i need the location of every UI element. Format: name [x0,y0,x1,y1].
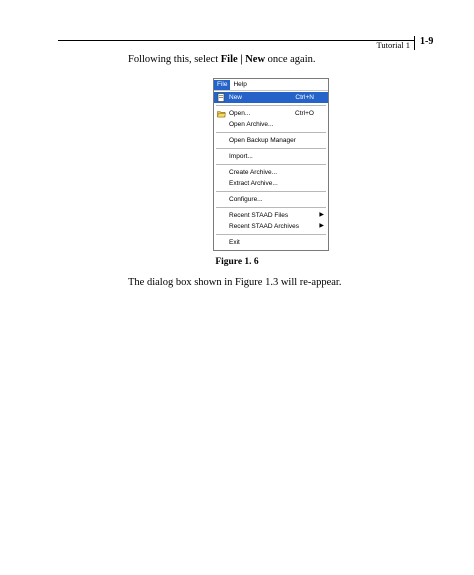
menu-item-label: Open Backup Manager [229,137,296,144]
menu-item-create-archive[interactable] [214,167,328,178]
menu-help[interactable]: Help [233,80,247,88]
menu-item-open[interactable] [214,108,328,119]
menu-item-configure[interactable] [214,194,328,205]
menu-item-label: Import... [229,153,253,160]
figure-caption: Figure 1. 6 [215,257,259,267]
instruction-command: File | New [220,54,266,65]
header-section: Tutorial 1 [376,40,410,50]
menu-item-label: Recent STAAD Files [229,212,289,219]
menu-item-label: Create Archive... [229,169,278,176]
menu-item-recent-staad-archives[interactable] [214,221,328,232]
menu-file[interactable]: File [214,80,230,90]
menu-shortcut: Ctrl+O [295,110,314,117]
header-rule [58,40,414,41]
file-menu-screenshot [213,78,329,251]
menu-separator [216,191,326,192]
file-menu-dropdown [214,91,328,250]
menu-item-label: New [229,94,243,101]
menu-item-open-backup-manager[interactable] [214,135,328,146]
menu-item-new[interactable] [214,92,328,103]
instruction-text: Following this, select [128,54,221,65]
menu-item-import[interactable] [214,151,328,162]
menu-shortcut: Ctrl+N [295,94,314,101]
menu-item-exit[interactable] [214,237,328,248]
header-page-number: 1-9 [420,36,434,47]
menu-item-label: Configure... [229,196,263,203]
new-document-icon [217,93,226,102]
instruction-paragraph [128,54,315,65]
submenu-arrow-icon: ▶ [319,212,324,218]
menu-bar [214,79,328,91]
menu-item-recent-staad-files[interactable] [214,210,328,221]
header-divider [414,36,415,50]
menu-item-label: Extract Archive... [229,180,278,187]
menu-item-label: Recent STAAD Archives [229,223,299,230]
menu-item-label: Open... [229,110,251,117]
menu-separator [216,234,326,235]
instruction-text-end: once again. [265,54,316,65]
menu-separator [216,148,326,149]
submenu-arrow-icon: ▶ [319,223,324,229]
menu-item-label: Open Archive... [229,121,274,128]
menu-item-open-archive[interactable] [214,119,328,130]
result-paragraph: The dialog box shown in Figure 1.3 will re-appear. [128,277,342,288]
menu-item-label: Exit [229,239,240,246]
menu-item-extract-archive[interactable] [214,178,328,189]
menu-separator [216,105,326,106]
menu-separator [216,132,326,133]
menu-separator [216,207,326,208]
menu-separator [216,164,326,165]
open-folder-icon [217,109,226,118]
